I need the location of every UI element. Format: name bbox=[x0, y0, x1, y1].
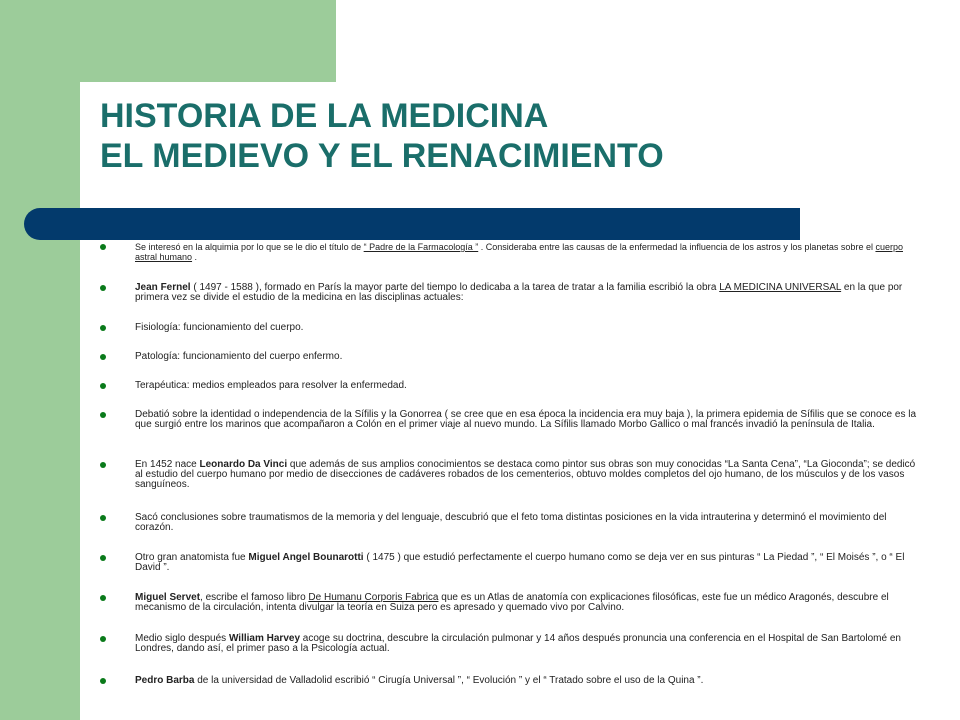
list-item: Debatió sobre la identidad o independencia de la Sífilis y la Gonorrea ( se cree que en esa época la incidencia era muy baja ), la primera epidemia de Sífilis que se conoce es la que surgió entre los marinos que acompañaron a Colón en el primer viaje al nuevo mundo. La Sífilis llamado Morbo Gallico o mal francés invadió la península de Italia. bbox=[100, 410, 925, 430]
bullet-icon bbox=[100, 383, 106, 389]
link-humanu-corporis-fabrica[interactable]: De Humanu Corporis Fabrica bbox=[308, 592, 439, 603]
left-decor-bar bbox=[0, 0, 80, 720]
link-padre-farmacologia[interactable]: “ Padre de la Farmacología ” bbox=[363, 242, 479, 252]
bullet-icon bbox=[100, 412, 106, 418]
bullet-icon bbox=[100, 354, 106, 360]
title-line-2: EL MEDIEVO Y EL RENACIMIENTO bbox=[100, 137, 664, 175]
list-item: Fisiología: funcionamiento del cuerpo. bbox=[100, 323, 925, 333]
list-item: Jean Fernel ( 1497 - 1588 ), formado en París la mayor parte del tiempo lo dedicaba a la tarea de tratar a la familia escribió la obra LA MEDICINA UNIVERSAL en la que por primera vez se divide el estudio de la medicina en las disciplinas actuales: bbox=[100, 283, 925, 303]
bullet-icon bbox=[100, 244, 106, 250]
bullet-icon bbox=[100, 515, 106, 521]
title-divider-bar bbox=[24, 208, 800, 240]
list-item: Pedro Barba de la universidad de Valladolid escribió “ Cirugía Universal ”, “ Evolución ” y el “ Tratado sobre el uso de la Quina ”. bbox=[100, 676, 925, 686]
list-item: Medio siglo después William Harvey acoge su doctrina, descubre la circulación pulmonar y 14 años después pronuncia una conferencia en el Hospital de San Bartolomé en Londres, dando así, el primer paso a la Psicología actual. bbox=[100, 634, 925, 654]
list-item: Terapéutica: medios empleados para resolver la enfermedad. bbox=[100, 381, 925, 391]
list-item: Otro gran anatomista fue Miguel Angel Bounarotti ( 1475 ) que estudió perfectamente el cuerpo humano como se deja ver en sus pinturas “ La Piedad ”, “ El Moisés ”, o “ El David ”. bbox=[100, 553, 925, 573]
bullet-icon bbox=[100, 555, 106, 561]
bullet-icon bbox=[100, 678, 106, 684]
list-item: Patología: funcionamiento del cuerpo enfermo. bbox=[100, 352, 925, 362]
list-item: Sacó conclusiones sobre traumatismos de la memoria y del lenguaje, descubrió que el feto toma distintas posiciones en la vida intrauterina y determinó el movimiento del corazón. bbox=[100, 513, 925, 533]
link-medicina-universal[interactable]: LA MEDICINA UNIVERSAL bbox=[719, 282, 842, 293]
bullet-icon bbox=[100, 285, 106, 291]
slide-title bbox=[100, 96, 920, 176]
bullet-icon bbox=[100, 462, 106, 468]
list-item: En 1452 nace Leonardo Da Vinci que además de sus amplios conocimientos se destaca como pintor sus obras son muy conocidas “La Santa Cena”, “La Gioconda”; se dedicó al estudio del cuerpo humano por medio de disecciones de cadáveres robados de los cementerios, obtuvo moldes completos del ojo humano, de los músculos y de los vasos sanguíneos. bbox=[100, 460, 925, 490]
title-line-1: HISTORIA DE LA MEDICINA bbox=[100, 97, 549, 135]
list-item: Se interesó en la alquimia por lo que se le dio el título de “ Padre de la Farmacología ” . Consideraba entre las causas de la enfermedad la influencia de los astros y los planetas sobre el cuerpo astral humano . bbox=[100, 242, 925, 262]
bullet-icon bbox=[100, 595, 106, 601]
list-item: Miguel Servet, escribe el famoso libro De Humanu Corporis Fabrica que es un Atlas de anatomía con explicaciones filosóficas, este fue un médico Aragonés, descubre el mecanismo de la circulación, intenta divulgar la teoría en Suiza pero es apresado y quemado vivo por Calvino. bbox=[100, 593, 925, 613]
bullet-icon bbox=[100, 325, 106, 331]
top-decor-block bbox=[80, 0, 336, 82]
link-cuerpo-astral[interactable]: cuerpo astral humano bbox=[135, 242, 903, 262]
bullet-icon bbox=[100, 636, 106, 642]
